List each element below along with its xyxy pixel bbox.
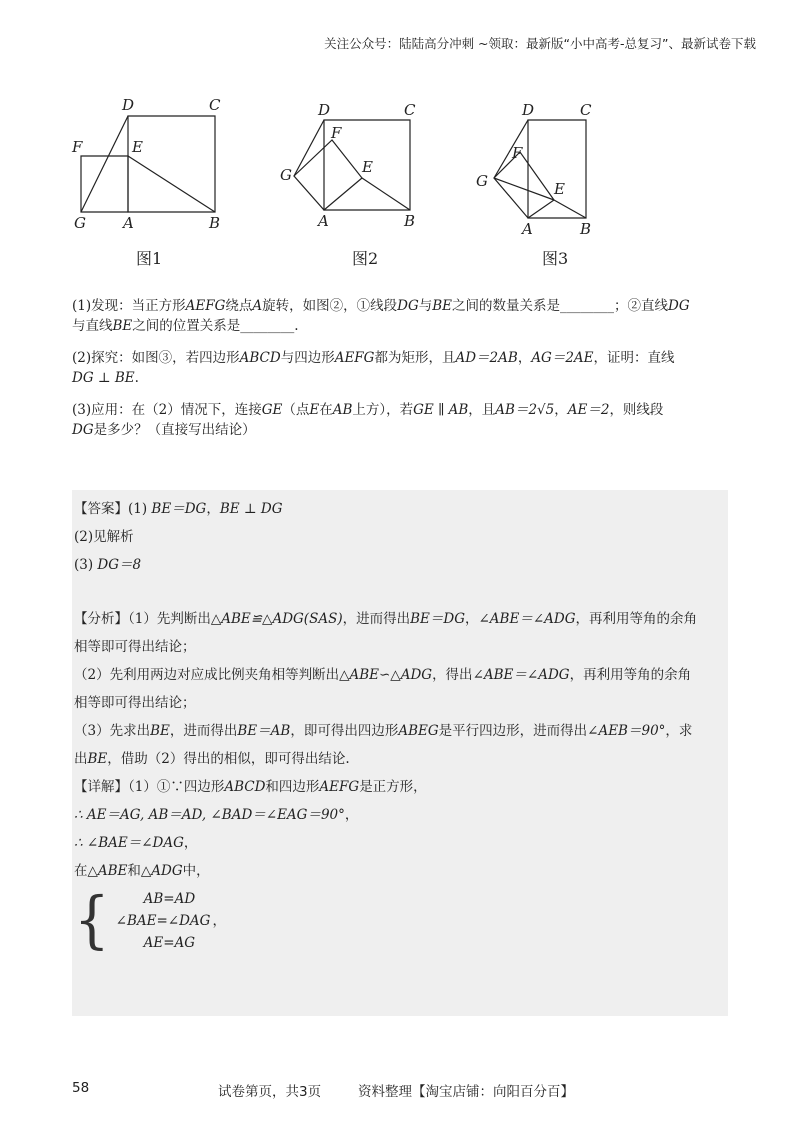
label-e: E <box>362 158 373 176</box>
label-a: A <box>522 220 533 238</box>
label-f: F <box>331 124 342 142</box>
answer-box <box>72 490 728 1016</box>
question-block <box>72 296 728 452</box>
answer-line-2: (2)见解析 <box>74 529 134 545</box>
label-b: B <box>404 212 416 230</box>
answer-line-1: 【答案】(1) BE＝DG，BE ⊥ DG <box>74 501 283 517</box>
label-g: G <box>74 214 86 230</box>
label-d: D <box>318 101 331 119</box>
label-g: G <box>280 166 292 184</box>
header-note: 关注公众号：陆陆高分冲刺 ~领取：最新版“小中高考-总复习”、最新试卷下载 <box>324 36 756 51</box>
label-d: D <box>122 96 135 114</box>
system-line-2: ∠BAE=∠DAG <box>115 913 211 929</box>
question-part-2: (2)探究：如图③，若四边形ABCD与四边形AEFG都为矩形，且AD＝2AB，AG＝2AE，证明：直线 DG ⊥ BE. <box>72 350 675 386</box>
analysis-line-1: 【分析】（1）先判断出△ABE≌△ADG(SAS)，进而得出BE＝DG，∠ABE＝∠ADG，再利用等角的余角 <box>74 611 697 627</box>
segment-eb <box>362 178 410 210</box>
figure-2-caption: 图2 <box>352 249 379 268</box>
analysis-line-2: 相等即可得出结论； <box>74 639 196 655</box>
segment-gd <box>81 116 128 212</box>
figure-3 <box>466 90 606 240</box>
label-c: C <box>580 101 592 119</box>
label-e: E <box>132 138 143 156</box>
label-a: A <box>123 214 134 230</box>
figure-3-caption: 图3 <box>542 249 569 268</box>
label-c: C <box>209 96 221 114</box>
label-f: F <box>72 138 83 156</box>
label-e: E <box>554 180 565 198</box>
label-b: B <box>580 220 592 238</box>
detail-line-4: 在△ABE和△ADG中， <box>74 863 210 879</box>
label-c: C <box>404 101 416 119</box>
segment-eb <box>128 156 215 212</box>
analysis-line-4: 相等即可得出结论； <box>74 695 196 711</box>
label-b: B <box>209 214 221 230</box>
footer-source: 资料整理【淘宝店铺：向阳百分百】 <box>358 1084 574 1100</box>
footer-page-info: 试卷第页，共3页 <box>218 1084 322 1100</box>
label-g: G <box>476 172 488 190</box>
detail-line-1: 【详解】（1）①∵四边形ABCD和四边形AEFG是正方形， <box>74 779 427 795</box>
system-line-1: AB=AD <box>143 891 196 907</box>
label-a: A <box>318 212 329 230</box>
rectangle-abcd <box>528 120 586 218</box>
question-part-1: (1)发现：当正方形AEFG绕点A旋转，如图②，①线段DG与BE之间的数量关系是________；②直线DG 与直线BE之间的位置关系是________. <box>72 298 690 334</box>
segment-gd <box>494 120 528 178</box>
figure-2 <box>274 90 434 230</box>
question-part-3: (3)应用：在（2）情况下，连接GE（点E在AB上方），若GE ∥ AB，且AB＝2√5，AE＝2，则线段 DG是多少？（直接写出结论） <box>72 402 664 438</box>
page-number: 58 <box>72 1080 90 1096</box>
brace-icon: { <box>74 884 110 957</box>
figure-1-caption: 图1 <box>136 249 163 268</box>
system-line-3: AE=AG <box>143 935 196 951</box>
segment-gd <box>294 120 324 176</box>
system-tail: ， <box>212 913 226 929</box>
square-aefg <box>294 140 362 210</box>
segment-eb <box>554 200 586 218</box>
label-f: F <box>512 144 523 162</box>
analysis-line-3: （2）先利用两边对应成比例夹角相等判断出△ABE∽△ADG，得出∠ABE＝∠ADG，再利用等角的余角 <box>74 667 692 683</box>
detail-line-2: ∴ AE＝AG, AB＝AD, ∠BAD＝∠EAG＝90°， <box>74 807 359 823</box>
analysis-line-6: 出BE，借助（2）得出的相似，即可得出结论. <box>74 751 350 767</box>
answer-line-3: (3) DG＝8 <box>74 557 142 573</box>
figure-1 <box>66 90 236 230</box>
equation-system <box>74 884 724 957</box>
label-d: D <box>522 101 535 119</box>
figures-row <box>0 90 800 280</box>
detail-line-3: ∴ ∠BAE＝∠DAG， <box>74 835 198 851</box>
analysis-line-5: （3）先求出BE，进而得出BE＝AB，即可得出四边形ABEG是平行四边形，进而得出∠AEB＝90°，求 <box>74 723 693 739</box>
